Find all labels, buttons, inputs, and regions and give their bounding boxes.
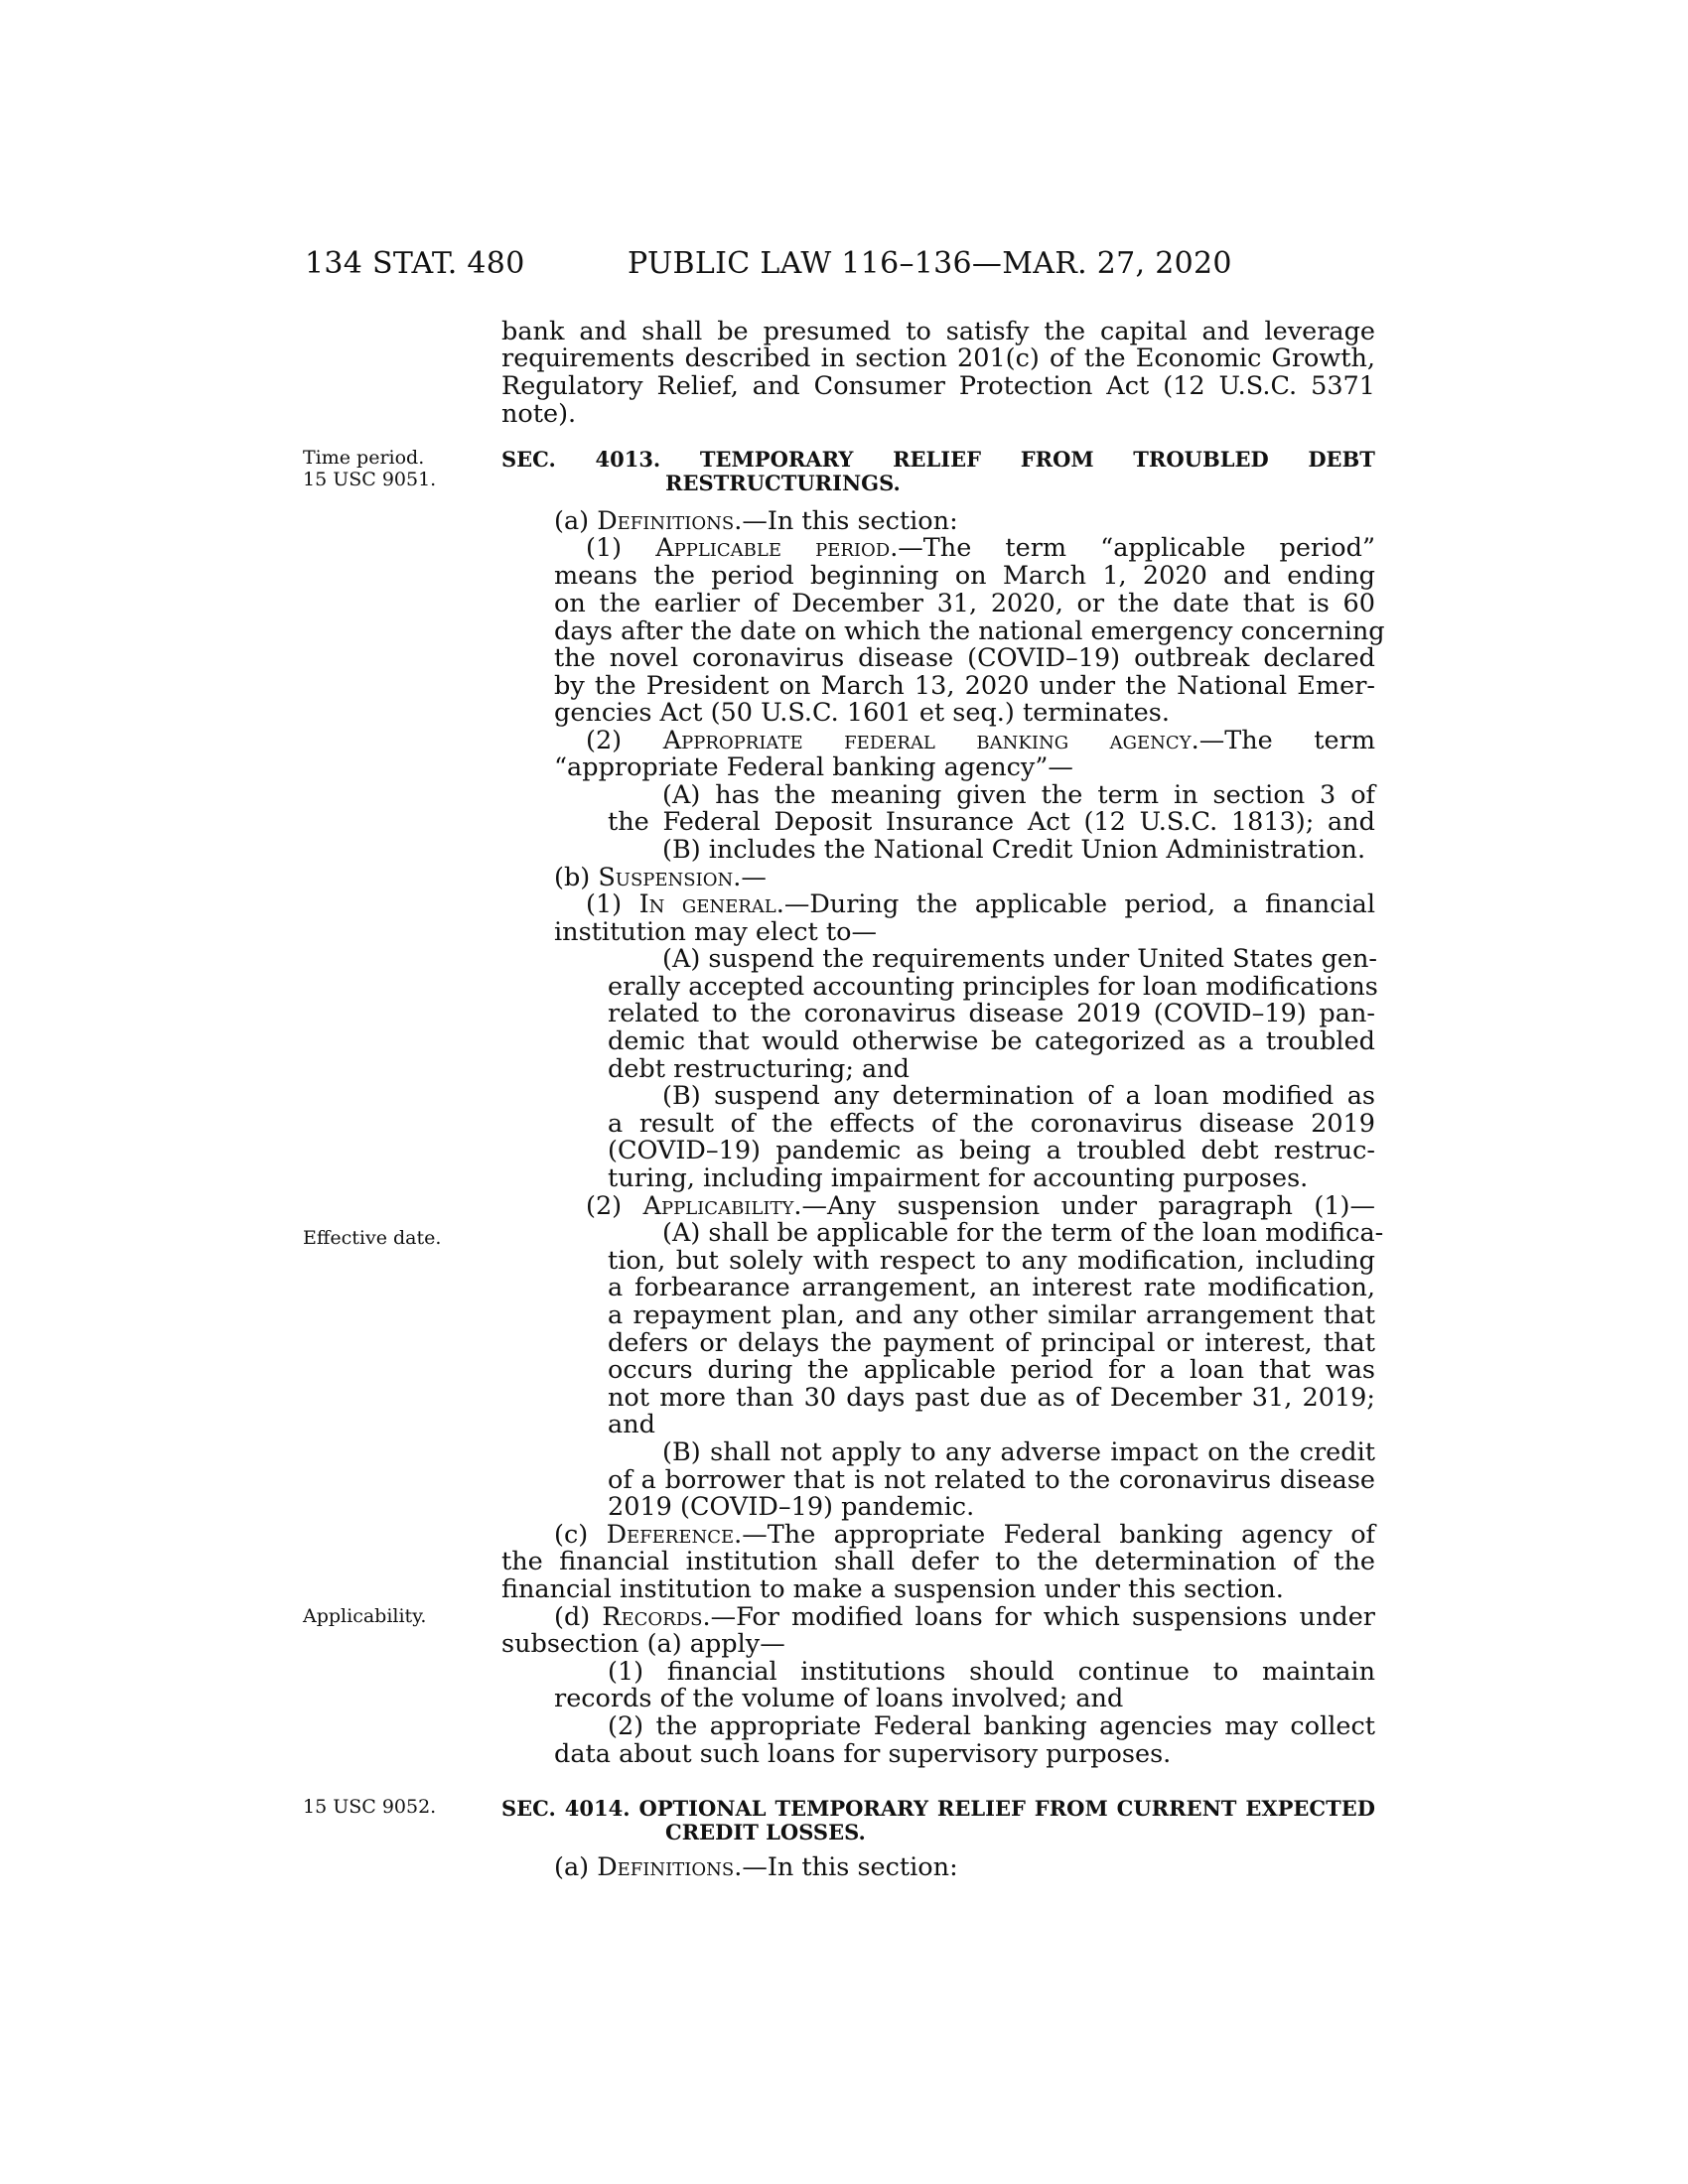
paragraph-line: (1) Applicable period.—The term “applicable period” xyxy=(586,533,1375,563)
body-line: (1) financial institutions should continue to maintain xyxy=(608,1657,1375,1687)
body-line: subsection (a) apply— xyxy=(501,1629,785,1659)
subsection-a-line: (a) Definitions.—In this section: xyxy=(554,1852,958,1882)
body-line: (A) shall be applicable for the term of the loan modifica- xyxy=(662,1218,1384,1248)
heading-word: RELIEF xyxy=(893,447,982,472)
heading-word: DEBT xyxy=(1308,447,1375,472)
margin-note-usc-9051: 15 USC 9051. xyxy=(303,469,437,490)
running-header-title: PUBLIC LAW 116–136—MAR. 27, 2020 xyxy=(628,246,1232,281)
body-line: means the period beginning on March 1, 2020 and ending xyxy=(554,561,1375,591)
margin-note-time-period: Time period. xyxy=(303,447,425,469)
body-line: (B) suspend any determination of a loan modified as xyxy=(662,1081,1375,1111)
body-line: the novel coronavirus disease (COVID–19) outbreak declared xyxy=(554,643,1375,673)
body-line: (A) suspend the requirements under United States gen- xyxy=(662,944,1378,974)
margin-note-effective-date: Effective date. xyxy=(303,1227,442,1249)
body-line: occurs during the applicable period for a loan that was xyxy=(608,1355,1375,1385)
heading-word: TROUBLED xyxy=(1133,447,1269,472)
heading-word: 4013. xyxy=(595,447,661,472)
section-4014-heading: SEC. 4014. OPTIONAL TEMPORARY RELIEF FROM CURRENT EXPECTED xyxy=(501,1796,1375,1821)
body-line: (A) has the meaning given the term in section 3 of xyxy=(662,780,1375,810)
body-line: debt restructuring; and xyxy=(608,1054,911,1084)
subsection-heading: Definitions xyxy=(597,1852,735,1882)
body-line: not more than 30 days past due as of December 31, 2019; xyxy=(608,1383,1375,1413)
body-line: note). xyxy=(501,399,577,429)
section-4013-heading xyxy=(501,447,1375,472)
body-line: demic that would otherwise be categorized as a troubled xyxy=(608,1026,1375,1056)
body-line: and xyxy=(608,1410,655,1439)
body-line: turing, including impairment for accounting purposes. xyxy=(608,1163,1309,1193)
body-line: tion, but solely with respect to any modification, including xyxy=(608,1246,1375,1276)
subsection-heading: Records xyxy=(602,1602,703,1632)
subsection-d-line: (d) Records.—For modified loans for which suspensions under xyxy=(554,1602,1375,1632)
paragraph-line: (2) Appropriate federal banking agency.—The term xyxy=(586,726,1375,755)
heading-word: TEMPORARY xyxy=(699,447,854,472)
subsection-heading: Suspension xyxy=(598,863,734,892)
body-line: on the earlier of December 31, 2020, or the date that is 60 xyxy=(554,589,1375,618)
body-line: of a borrower that is not related to the coronavirus disease xyxy=(608,1465,1375,1495)
body-line: related to the coronavirus disease 2019 (COVID–19) pan- xyxy=(608,999,1375,1028)
body-line: the Federal Deposit Insurance Act (12 U.S.C. 1813); and xyxy=(608,807,1375,837)
body-line: Regulatory Relief, and Consumer Protection Act (12 U.S.C. 5371 xyxy=(501,371,1375,401)
body-line: (B) includes the National Credit Union Administration. xyxy=(662,835,1366,865)
heading-word: FROM xyxy=(1020,447,1094,472)
subsection-c-line: (c) Deference.—The appropriate Federal banking agency of xyxy=(554,1520,1375,1550)
body-line: the financial institution shall defer to the determination of the xyxy=(501,1547,1375,1576)
page-stat-number: 134 STAT. 480 xyxy=(305,246,525,281)
body-line: by the President on March 13, 2020 under the National Emer- xyxy=(554,671,1375,701)
body-line: (B) shall not apply to any adverse impact on the credit xyxy=(662,1437,1375,1467)
body-line: 2019 (COVID–19) pandemic. xyxy=(608,1492,975,1522)
margin-note-usc-9052: 15 USC 9052. xyxy=(303,1796,437,1818)
body-line: records of the volume of loans involved; and xyxy=(554,1684,1124,1713)
body-line: a repayment plan, and any other similar arrangement that xyxy=(608,1300,1375,1330)
body-line: financial institution to make a suspension under this section. xyxy=(501,1574,1284,1604)
subsection-heading: Deference xyxy=(606,1520,735,1550)
margin-note-applicability: Applicability. xyxy=(303,1605,427,1627)
body-line: a result of the effects of the coronavirus disease 2019 xyxy=(608,1109,1375,1139)
body-line: (2) the appropriate Federal banking agencies may collect xyxy=(608,1711,1375,1741)
body-line: gencies Act (50 U.S.C. 1601 et seq.) terminates. xyxy=(554,698,1170,728)
body-line: institution may elect to— xyxy=(554,917,877,947)
body-line: a forbearance arrangement, an interest rate modification, xyxy=(608,1273,1375,1302)
body-line: requirements described in section 201(c) of the Economic Growth, xyxy=(501,343,1375,373)
paragraph-heading: Appropriate federal banking agency xyxy=(662,726,1192,755)
body-line: data about such loans for supervisory purposes. xyxy=(554,1739,1172,1769)
section-4014-heading-line2: CREDIT LOSSES. xyxy=(665,1820,866,1844)
body-line: defers or delays the payment of principal or interest, that xyxy=(608,1328,1375,1358)
body-line: “appropriate Federal banking agency”— xyxy=(554,752,1073,782)
subsection-a-line: (a) Definitions.—In this section: xyxy=(554,506,958,536)
body-line: bank and shall be presumed to satisfy the capital and leverage xyxy=(501,317,1375,346)
paragraph-heading: In general xyxy=(638,889,776,919)
subsection-b-line: (b) Suspension.— xyxy=(554,863,767,892)
body-line: (COVID–19) pandemic as being a troubled debt restruc- xyxy=(608,1136,1375,1165)
body-line: erally accepted accounting principles for loan modifications xyxy=(608,972,1378,1002)
paragraph-heading: Applicable period xyxy=(655,533,891,563)
section-4013-heading-line2: RESTRUCTURINGS. xyxy=(665,471,901,495)
paragraph-heading: Applicability xyxy=(642,1191,794,1221)
subsection-heading: Definitions xyxy=(597,506,735,536)
paragraph-line: (1) In general.—During the applicable period, a financial xyxy=(586,889,1376,919)
heading-word: SEC. xyxy=(501,447,556,472)
paragraph-line: (2) Applicability.—Any suspension under paragraph (1)— xyxy=(586,1191,1375,1221)
body-line: days after the date on which the national emergency concerning xyxy=(554,616,1385,646)
